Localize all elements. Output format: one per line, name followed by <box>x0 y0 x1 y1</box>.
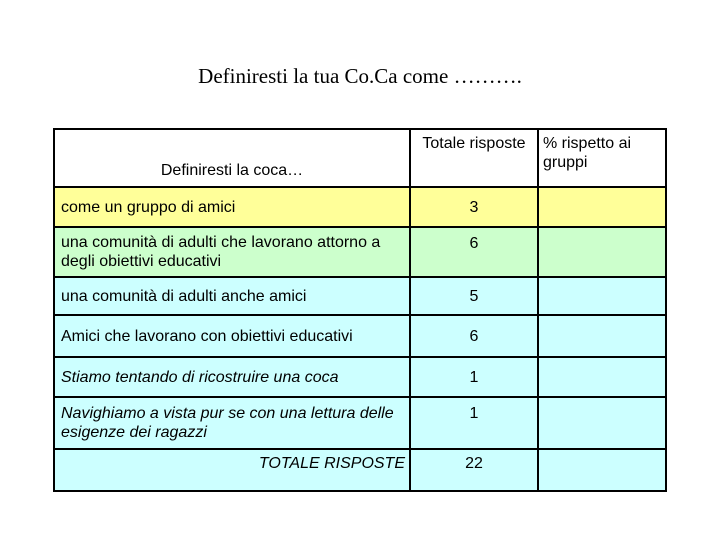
row-label: Amici che lavorano con obiettivi educativi <box>54 315 410 357</box>
total-percent <box>538 449 666 491</box>
row-value: 1 <box>410 357 538 397</box>
header-percent: % rispetto ai gruppi <box>538 129 666 187</box>
table-header-row <box>54 129 666 187</box>
total-row <box>54 449 666 491</box>
row-percent <box>538 357 666 397</box>
table-row <box>54 397 666 449</box>
row-percent <box>538 277 666 315</box>
total-value: 22 <box>410 449 538 491</box>
table-row <box>54 315 666 357</box>
header-description: Definiresti la coca… <box>54 129 410 187</box>
row-percent <box>538 187 666 227</box>
row-label: una comunità di adulti che lavorano attorno a degli obiettivi educativi <box>54 227 410 277</box>
table-row <box>54 187 666 227</box>
row-label: come un gruppo di amici <box>54 187 410 227</box>
row-label: Stiamo tentando di ricostruire una coca <box>54 357 410 397</box>
row-percent <box>538 315 666 357</box>
row-value: 6 <box>410 315 538 357</box>
row-percent <box>538 397 666 449</box>
responses-table <box>53 128 667 492</box>
slide-title: Definiresti la tua Co.Ca come ………. <box>198 64 522 88</box>
header-total: Totale risposte <box>410 129 538 187</box>
row-label: Navighiamo a vista pur se con una lettura delle esigenze dei ragazzi <box>54 397 410 449</box>
row-label: una comunità di adulti anche amici <box>54 277 410 315</box>
table-row <box>54 277 666 315</box>
row-value: 5 <box>410 277 538 315</box>
row-value: 6 <box>410 227 538 277</box>
table-row <box>54 357 666 397</box>
total-label: TOTALE RISPOSTE <box>54 449 410 491</box>
row-value: 3 <box>410 187 538 227</box>
row-value: 1 <box>410 397 538 449</box>
row-percent <box>538 227 666 277</box>
table-row <box>54 227 666 277</box>
